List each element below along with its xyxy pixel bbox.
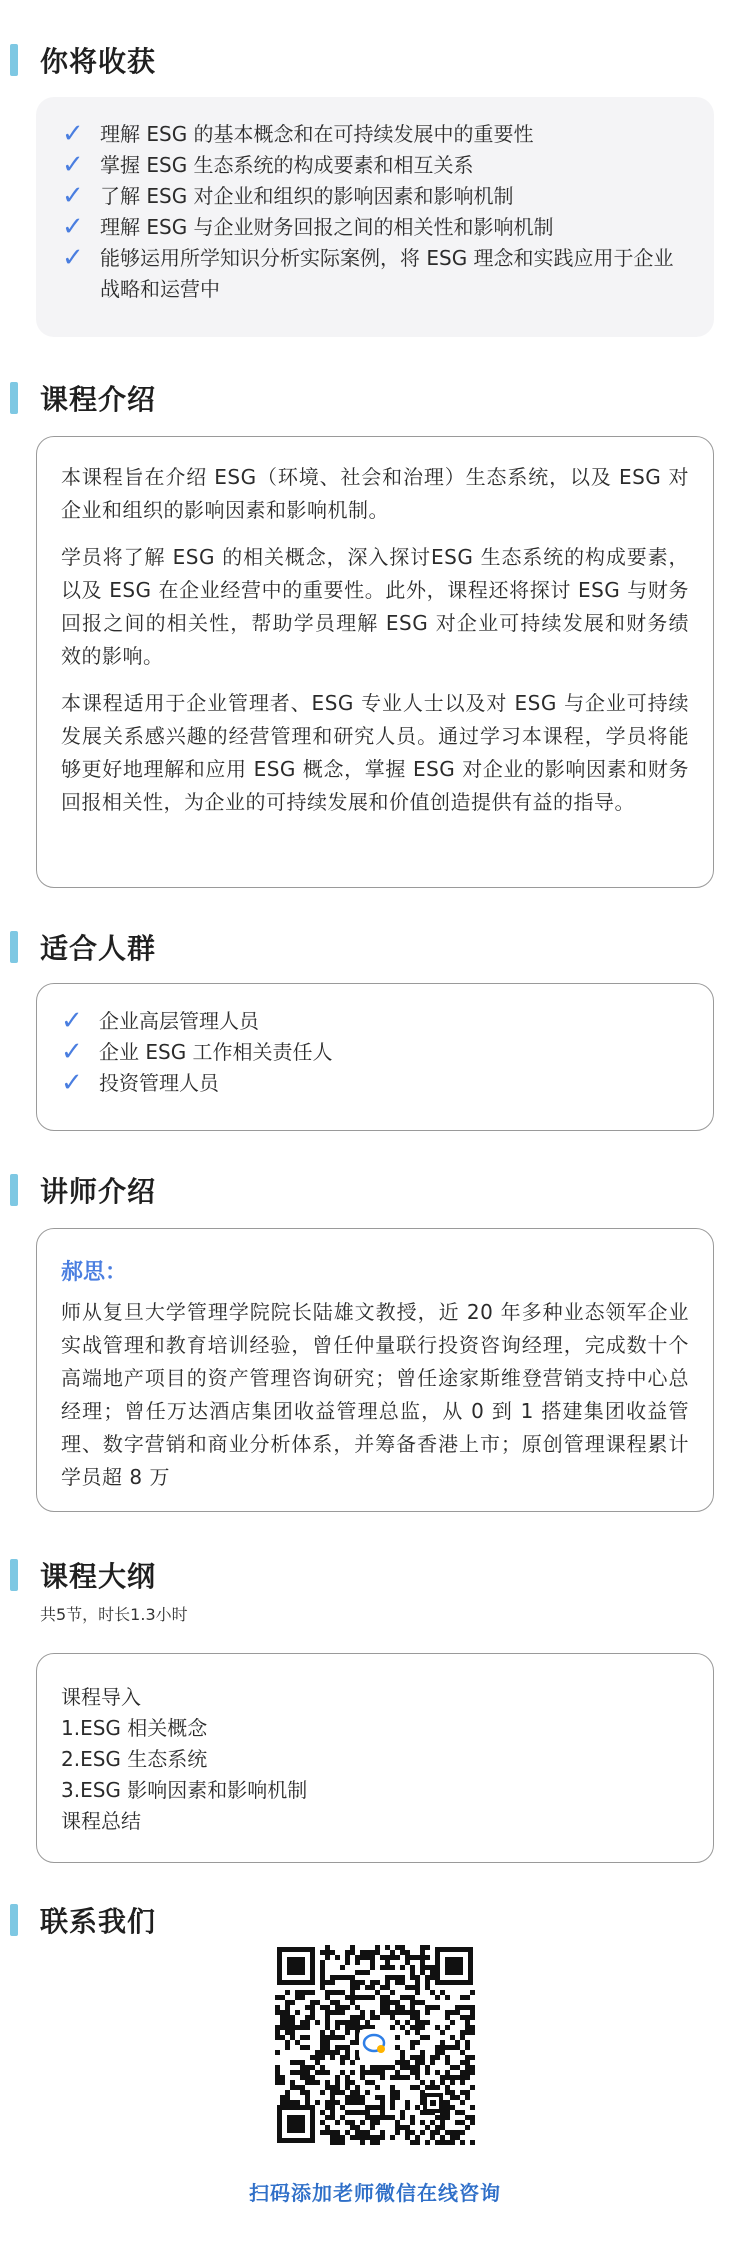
section-title: 课程介绍 xyxy=(40,383,157,416)
teacher-card xyxy=(36,1228,714,1512)
intro-card xyxy=(36,436,714,888)
list-item: ✓ 投资管理人员 xyxy=(61,1068,219,1098)
gains-list xyxy=(62,119,692,305)
outline-item: 2.ESG 生态系统 xyxy=(61,1747,208,1771)
section-audience-header xyxy=(0,927,156,967)
section-title: 适合人群 xyxy=(40,932,157,965)
outline-subtitle: 共5节，时长1.3小时 xyxy=(40,1605,188,1624)
section-title: 你将收获 xyxy=(40,45,157,78)
accent-bar xyxy=(10,1904,18,1936)
qr-caption: 扫码添加老师微信在线咨询 xyxy=(249,2181,501,2205)
section-gains-header xyxy=(0,40,156,80)
accent-bar xyxy=(10,44,18,76)
checkmark-icon: ✓ xyxy=(61,1006,83,1036)
list-item: ✓ 理解 ESG 的基本概念和在可持续发展中的重要性 xyxy=(62,119,534,149)
checkmark-icon: ✓ xyxy=(62,150,84,180)
outline-item: 课程总结 xyxy=(61,1809,141,1833)
accent-bar xyxy=(10,382,18,414)
teacher-name: 郝思： xyxy=(61,1260,128,1285)
section-intro-header xyxy=(0,378,156,418)
intro-paragraph: 本课程适用于企业管理者、ESG 专业人士以及对 ESG 与企业可持续发展关系感兴趣的经营管理和研究人员。通过学习本课程，学员将能够更好地理解和应用 ESG 概念，掌握 ESG 对企业的影响因素和财务回报相关性，为企业的可持续发展和价值创造提供有益的指导。 xyxy=(61,691,689,814)
section-teacher-header xyxy=(0,1170,156,1210)
list-item: ✓ 企业高层管理人员 xyxy=(61,1006,259,1036)
intro-paragraph: 学员将了解 ESG 的相关概念，深入探讨ESG 生态系统的构成要素，以及 ESG 在企业经营中的重要性。此外，课程还将探讨 ESG 与财务回报之间的相关性，帮助学员理解 ESG 对企业可持续发展和财务绩效的影响。 xyxy=(61,545,689,668)
list-item: ✓ 了解 ESG 对企业和组织的影响因素和影响机制 xyxy=(62,181,514,211)
audience-card xyxy=(36,983,714,1131)
gains-card xyxy=(36,97,714,337)
intro-paragraph: 本课程旨在介绍 ESG（环境、社会和治理）生态系统，以及 ESG 对企业和组织的影响因素和影响机制。 xyxy=(61,465,689,522)
checkmark-icon: ✓ xyxy=(62,119,84,149)
checkmark-icon: ✓ xyxy=(61,1037,83,1067)
list-item: ✓ 掌握 ESG 生态系统的构成要素和相互关系 xyxy=(62,150,474,180)
section-title: 课程大纲 xyxy=(40,1560,157,1593)
section-title: 讲师介绍 xyxy=(40,1175,157,1208)
outline-card xyxy=(36,1653,714,1863)
wechat-qr-code[interactable] xyxy=(275,1945,475,2145)
outline-item: 1.ESG 相关概念 xyxy=(61,1716,208,1740)
accent-bar xyxy=(10,1174,18,1206)
outline-item: 3.ESG 影响因素和影响机制 xyxy=(61,1778,308,1802)
checkmark-icon: ✓ xyxy=(62,181,84,211)
list-item: ✓ 企业 ESG 工作相关责任人 xyxy=(61,1037,333,1067)
accent-bar xyxy=(10,1559,18,1591)
outline-item: 课程导入 xyxy=(61,1685,141,1709)
section-contact-header xyxy=(0,1900,156,1940)
section-outline-header xyxy=(0,1555,156,1595)
list-item: ✓ 能够运用所学知识分析实际案例，将 ESG 理念和实践应用于企业战略和运营中 xyxy=(62,243,674,301)
audience-list xyxy=(61,1006,691,1099)
checkmark-icon: ✓ xyxy=(62,212,84,242)
accent-bar xyxy=(10,931,18,963)
teacher-bio: 师从复旦大学管理学院院长陆雄文教授，近 20 年多种业态领军企业实战管理和教育培训经验，曾任仲量联行投资咨询经理，完成数十个高端地产项目的资产管理咨询研究；曾任途家斯维登营销支持中心总经理；曾任万达酒店集团收益管理总监，从 0 到 1 搭建集团收益管理、数字营销和商业分析体系，并筹备香港上市；原创管理课程累计学员超 8 万 xyxy=(61,1300,689,1489)
checkmark-icon: ✓ xyxy=(62,243,84,273)
list-item: ✓ 理解 ESG 与企业财务回报之间的相关性和影响机制 xyxy=(62,212,554,242)
section-title: 联系我们 xyxy=(40,1905,157,1938)
checkmark-icon: ✓ xyxy=(61,1068,83,1098)
